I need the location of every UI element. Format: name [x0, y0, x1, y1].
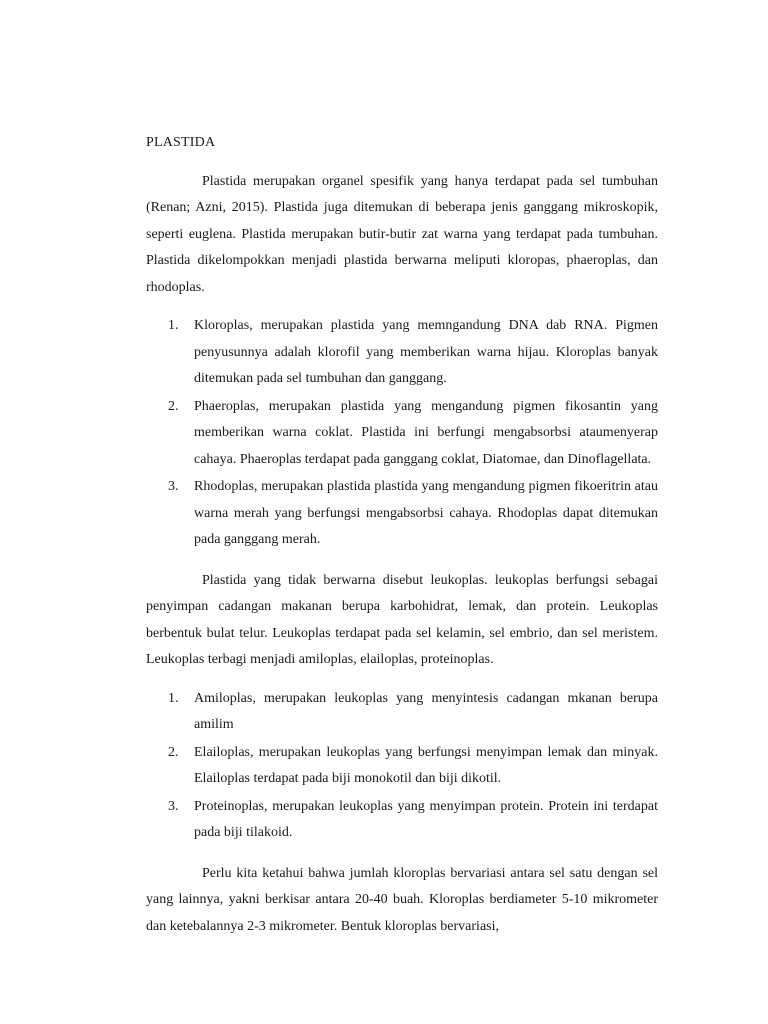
- list-number: 3.: [168, 479, 179, 494]
- paragraph-kloroplas-variation: Perlu kita ketahui bahwa jumlah kloroplas bervariasi antara sel satu dengan sel yang lainnya, yakni berkisar antara 20-40 buah. Kloroplas berdiameter 5-10 mikrometer dan ketebalannya 2-3 mikrometer. Bentuk kloroplas bervariasi,: [146, 865, 658, 934]
- list-item: [146, 474, 658, 554]
- list-text: Phaeroplas, merupakan plastida yang mengandung pigmen fikosantin yang memberikan warna coklat. Plastida ini berfungi mengabsorbsi ataumenyerap cahaya. Phaeroplas terdapat pada ganggang coklat, Diatomae, dan Dinoflagellata.: [194, 398, 658, 467]
- list-text: Kloroplas, merupakan plastida yang memngandung DNA dab RNA. Pigmen penyusunnya adalah klorofil yang memberikan warna hijau. Kloroplas banyak ditemukan pada sel tumbuhan dan ganggang.: [194, 318, 658, 386]
- list-number: 1.: [168, 318, 179, 333]
- list-number: 1.: [168, 690, 179, 706]
- list-item: [146, 686, 658, 739]
- list-text: Proteinoplas, merupakan leukoplas yang menyimpan protein. Protein ini terdapat pada biji tilakoid.: [194, 798, 658, 840]
- paragraph-intro: Plastida merupakan organel spesifik yang hanya terdapat pada sel tumbuhan (Renan; Azni, 2015). Plastida juga ditemukan di beberapa jenis ganggang mikroskopik, seperti euglena. Plastida merupakan butir-butir zat warna yang terdapat pada tumbuhan. Plastida dikelompokkan menjadi plastida berwarna meliputi kloropas, phaeroplas, dan rhodoplas.: [146, 173, 658, 295]
- list-number: 2.: [168, 744, 179, 760]
- list-text: Amiloplas, merupakan leukoplas yang menyintesis cadangan mkanan berupa amilim: [194, 690, 658, 732]
- document-title: PLASTIDA: [146, 135, 216, 150]
- paragraph-leukoplas: Plastida yang tidak berwarna disebut leukoplas. leukoplas berfungsi sebagai penyimpan cadangan makanan berupa karbohidrat, lemak, dan protein. Leukoplas berbentuk bulat telur. Leukoplas terdapat pada sel kelamin, sel embrio, dan sel meristem. Leukoplas terbagi menjadi amiloplas, elailoplas, proteinoplas.: [146, 572, 658, 667]
- list-number: 3.: [168, 798, 179, 814]
- list-number: 2.: [168, 398, 179, 414]
- list-item: [146, 313, 658, 393]
- leukoplas-list: [146, 686, 658, 847]
- list-text: Rhodoplas, merupakan plastida plastida yang mengandung pigmen fikoeritrin atau warna merah yang berfungsi mengabsorbsi cahaya. Rhodoplas dapat ditemukan pada ganggang merah.: [194, 479, 658, 547]
- list-item: [146, 740, 658, 793]
- list-text: Elailoplas, merupakan leukoplas yang berfungsi menyimpan lemak dan minyak. Elailoplas terdapat pada biji monokotil dan biji dikotil.: [194, 744, 658, 786]
- document-page: [146, 130, 658, 940]
- list-item: [146, 394, 658, 474]
- colored-plastid-list: [146, 313, 658, 554]
- list-item: [146, 794, 658, 847]
